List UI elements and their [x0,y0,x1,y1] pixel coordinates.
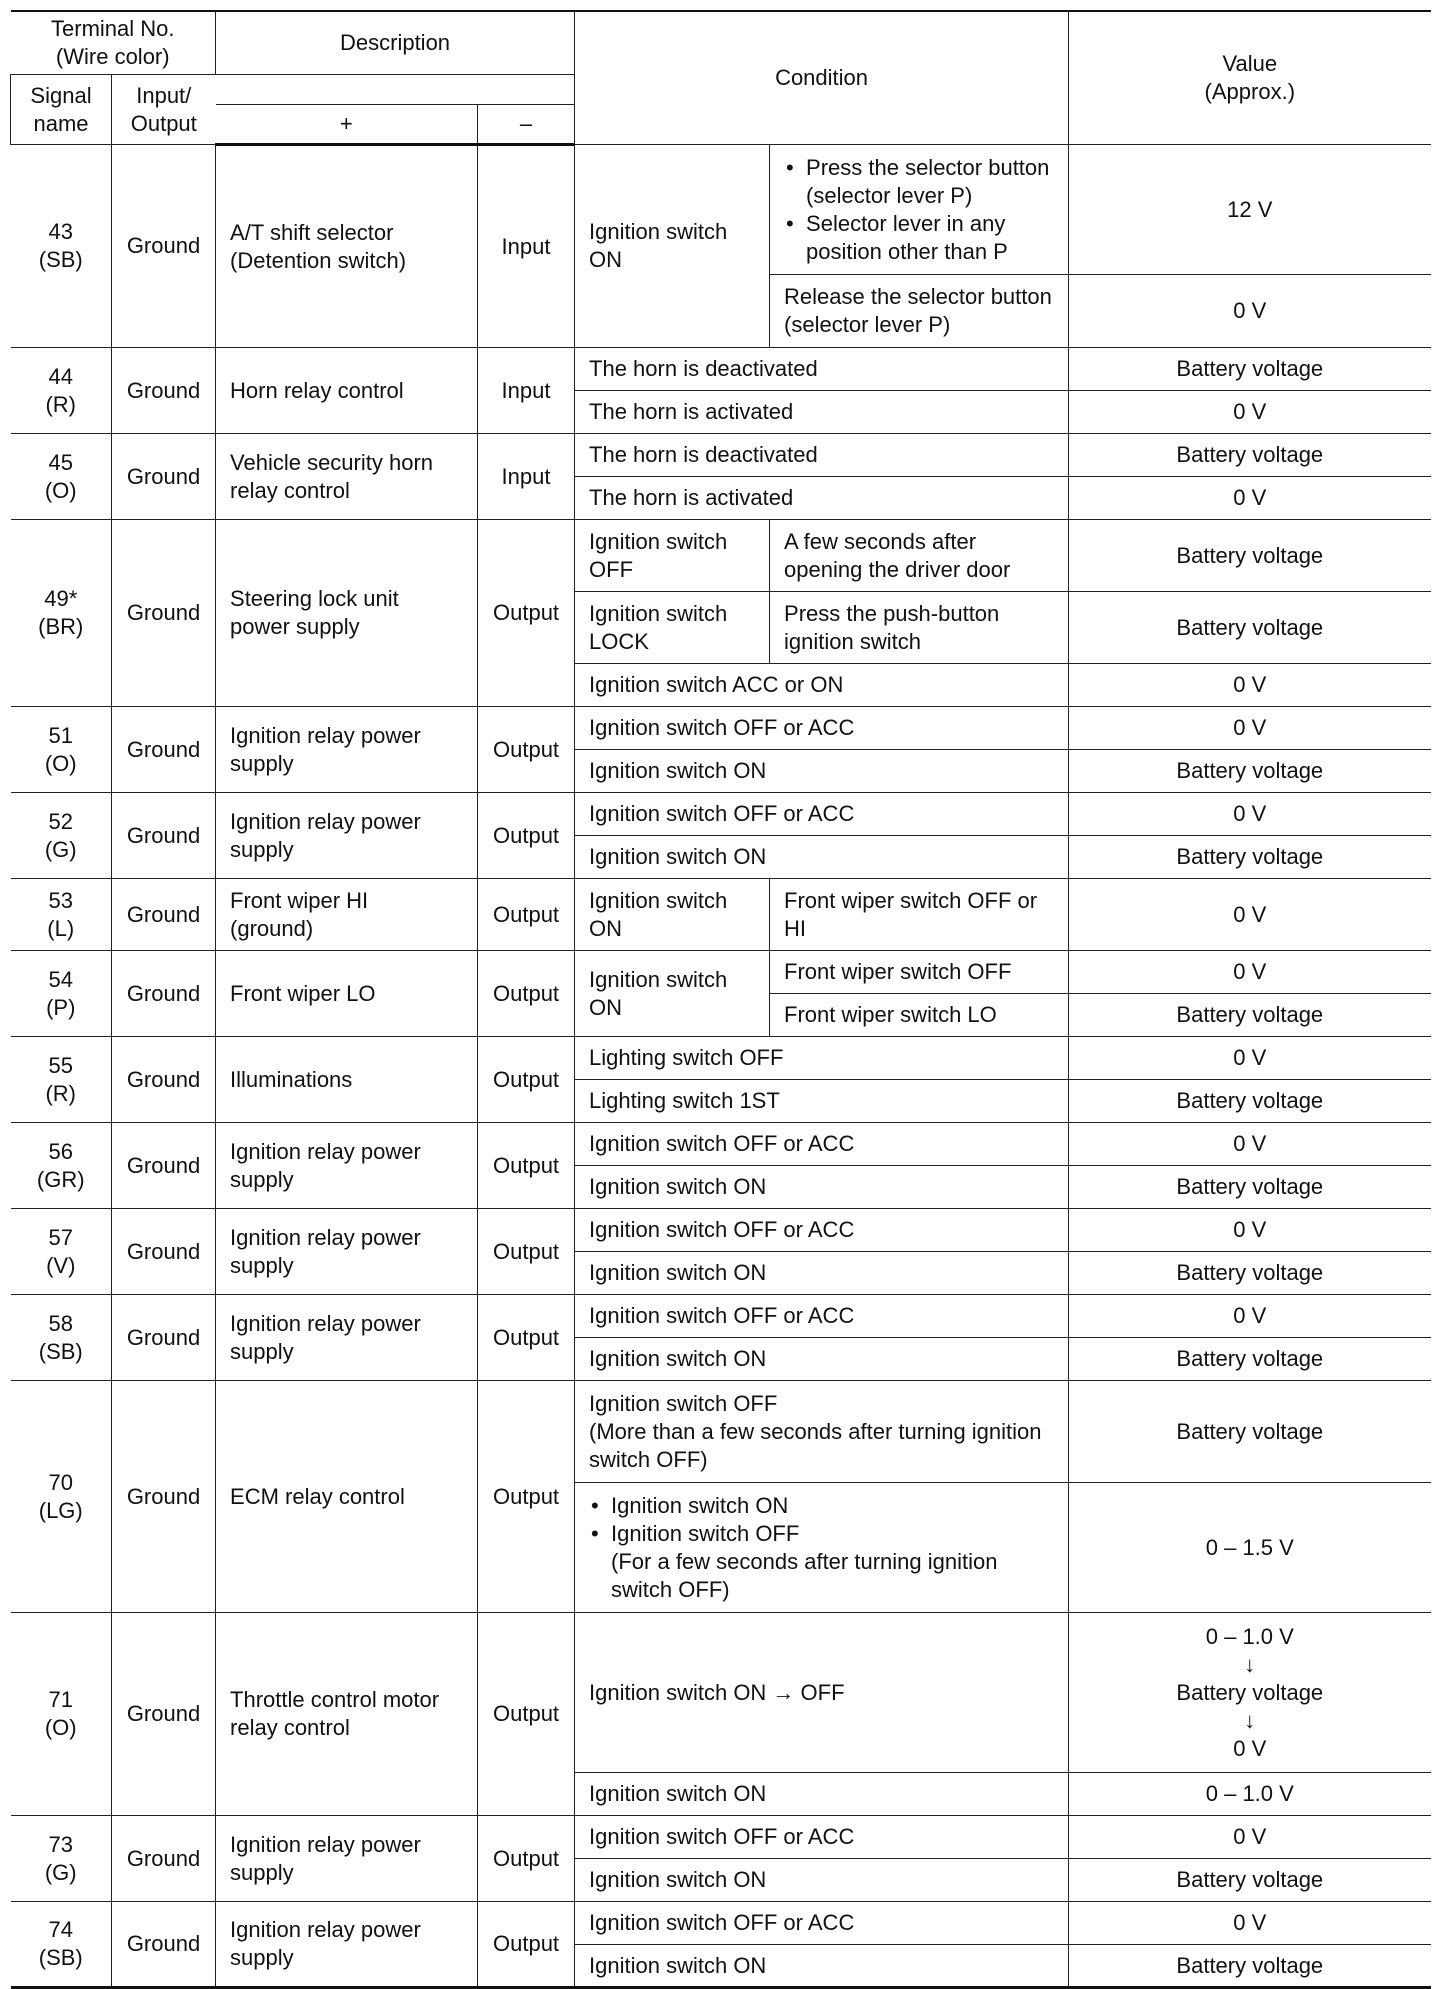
terminal-minus: Ground [112,145,216,348]
signal-name: Vehicle security horn relay control [216,434,478,520]
io-type: Output [478,793,575,879]
terminal-58: 58 (SB) [11,1295,112,1381]
signal-name: ECM relay control [216,1381,478,1613]
value: 0 V [1069,1295,1431,1338]
io-type: Output [478,520,575,707]
value: 0 V [1069,1209,1431,1252]
condition: Ignition switch OFF or ACC [575,793,1069,836]
table-row [11,1613,1431,1773]
condition: Ignition switch ON [575,145,770,348]
table-row [11,1816,1431,1859]
signal-name: Ignition relay power supply [216,1902,478,1988]
value: 0 V [1069,951,1431,994]
description-header: Description [216,11,575,75]
condition: Ignition switch ON [575,1338,1069,1381]
condition: Ignition switch OFF or ACC [575,1902,1069,1945]
io-type: Output [478,1816,575,1902]
condition: Lighting switch 1ST [575,1080,1069,1123]
value-header: Value (Approx.) [1069,11,1431,145]
terminal-45: 45 (O) [11,434,112,520]
table-row [11,434,1431,477]
condition: The horn is deactivated [575,348,1069,391]
value: 0 V [1069,793,1431,836]
value: Battery voltage [1069,750,1431,793]
value: Battery voltage [1069,1252,1431,1295]
value: 0 V [1069,477,1431,520]
io-type: Output [478,1613,575,1816]
terminal-minus: Ground [112,520,216,707]
signal-name: Ignition relay power supply [216,793,478,879]
value: Battery voltage [1069,994,1431,1037]
sub-condition: Front wiper switch LO [770,994,1069,1037]
table-row [11,879,1431,951]
table-header [11,11,1431,145]
signal-name-header: Signal name [11,75,112,145]
terminal-minus: Ground [112,348,216,434]
terminal-53: 53 (L) [11,879,112,951]
condition: Ignition switch OFF or ACC [575,1816,1069,1859]
value: Battery voltage [1069,592,1431,664]
value: 0 V [1069,275,1431,348]
condition: The horn is activated [575,391,1069,434]
value: Battery voltage [1069,1381,1431,1483]
minus-header: – [478,105,575,145]
terminal-57: 57 (V) [11,1209,112,1295]
value: 0 V [1069,879,1431,951]
condition: Ignition switch OFF or ACC [575,1209,1069,1252]
condition: Lighting switch OFF [575,1037,1069,1080]
signal-name: Front wiper HI (ground) [216,879,478,951]
io-type: Output [478,1209,575,1295]
value: 0 V [1069,664,1431,707]
condition: Ignition switch ON [575,951,770,1037]
value: Battery voltage [1069,1945,1431,1988]
sub-condition: Release the selector button (selector lever P) [770,275,1069,348]
table-row [11,348,1431,391]
terminal-spec-table [10,10,1431,1989]
value: 0 V [1069,391,1431,434]
terminal-no-header: Terminal No. (Wire color) [11,11,216,75]
signal-name: Steering lock unit power supply [216,520,478,707]
signal-name: Ignition relay power supply [216,1295,478,1381]
condition: Ignition switch ON [575,1252,1069,1295]
signal-name: A/T shift selector (Detention switch) [216,145,478,348]
terminal-minus: Ground [112,879,216,951]
condition: Ignition switch LOCK [575,592,770,664]
value: Battery voltage [1069,1080,1431,1123]
value: Battery voltage [1069,1338,1431,1381]
table-row [11,1123,1431,1166]
terminal-52: 52 (G) [11,793,112,879]
condition: Ignition switch ON → OFF [575,1613,1069,1773]
io-type: Input [478,434,575,520]
condition: The horn is activated [575,477,1069,520]
value: 0 – 1.0 V [1069,1773,1431,1816]
value: Battery voltage [1069,836,1431,879]
condition: Ignition switch OFF or ACC [575,1295,1069,1338]
value: 0 V [1069,707,1431,750]
terminal-49: 49* (BR) [11,520,112,707]
condition: Ignition switch ON [575,750,1069,793]
io-type: Output [478,951,575,1037]
table-row [11,1295,1431,1338]
io-type: Output [478,1295,575,1381]
condition: • Ignition switch ON • Ignition switch OFF (For a few seconds after turning ignition switch OFF) [575,1483,1069,1613]
sub-condition: Press the push-button ignition switch [770,592,1069,664]
terminal-43: 43 (SB) [11,145,112,348]
value: 0 V [1069,1902,1431,1945]
terminal-minus: Ground [112,434,216,520]
condition: Ignition switch ON [575,1166,1069,1209]
signal-name: Throttle control motor relay control [216,1613,478,1816]
signal-name: Ignition relay power supply [216,1816,478,1902]
value: 12 V [1069,145,1431,275]
terminal-minus: Ground [112,707,216,793]
signal-name: Front wiper LO [216,951,478,1037]
value: Battery voltage [1069,1859,1431,1902]
io-type: Input [478,145,575,348]
value: 0 V [1069,1816,1431,1859]
terminal-71: 71 (O) [11,1613,112,1816]
table-row [11,1209,1431,1252]
signal-name: Ignition relay power supply [216,707,478,793]
io-type: Output [478,1037,575,1123]
value: Battery voltage [1069,348,1431,391]
io-type: Output [478,707,575,793]
table-row [11,1381,1431,1483]
terminal-minus: Ground [112,1037,216,1123]
signal-name: Illuminations [216,1037,478,1123]
value: Battery voltage [1069,520,1431,592]
terminal-minus: Ground [112,951,216,1037]
io-type: Output [478,879,575,951]
terminal-minus: Ground [112,1123,216,1209]
condition: Ignition switch OFF or ACC [575,1123,1069,1166]
sub-condition: • Press the selector button (selector lever P) • Selector lever in any position other than P [770,145,1069,275]
table-row [11,520,1431,592]
table-row [11,1902,1431,1945]
table-row [11,145,1431,275]
terminal-55: 55 (R) [11,1037,112,1123]
condition: Ignition switch ON [575,879,770,951]
io-header: Input/ Output [112,75,216,145]
io-type: Output [478,1123,575,1209]
condition: Ignition switch ACC or ON [575,664,1069,707]
condition: Ignition switch ON [575,1859,1069,1902]
terminal-minus: Ground [112,1209,216,1295]
io-type: Output [478,1381,575,1613]
terminal-74: 74 (SB) [11,1902,112,1988]
sub-condition: A few seconds after opening the driver door [770,520,1069,592]
condition: Ignition switch ON [575,1773,1069,1816]
condition: Ignition switch OFF [575,520,770,592]
terminal-73: 73 (G) [11,1816,112,1902]
sub-condition: Front wiper switch OFF [770,951,1069,994]
terminal-minus: Ground [112,793,216,879]
terminal-51: 51 (O) [11,707,112,793]
terminal-minus: Ground [112,1613,216,1816]
io-type: Output [478,1902,575,1988]
condition: Ignition switch ON [575,836,1069,879]
terminal-minus: Ground [112,1295,216,1381]
terminal-minus: Ground [112,1381,216,1613]
table-row [11,707,1431,750]
value: 0 – 1.0 V ↓ Battery voltage ↓ 0 V [1069,1613,1431,1773]
terminal-44: 44 (R) [11,348,112,434]
value: 0 V [1069,1037,1431,1080]
condition-header: Condition [575,11,1069,145]
table-row [11,793,1431,836]
value: 0 V [1069,1123,1431,1166]
signal-name: Horn relay control [216,348,478,434]
sub-condition: Front wiper switch OFF or HI [770,879,1069,951]
terminal-56: 56 (GR) [11,1123,112,1209]
condition: Ignition switch OFF or ACC [575,707,1069,750]
condition: Ignition switch OFF (More than a few seconds after turning ignition switch OFF) [575,1381,1069,1483]
value: 0 – 1.5 V [1069,1483,1431,1613]
signal-name: Ignition relay power supply [216,1123,478,1209]
io-type: Input [478,348,575,434]
terminal-minus: Ground [112,1816,216,1902]
plus-header: + [216,105,478,145]
value: Battery voltage [1069,434,1431,477]
signal-name: Ignition relay power supply [216,1209,478,1295]
table-row [11,1037,1431,1080]
condition: Ignition switch ON [575,1945,1069,1988]
table-row [11,951,1431,994]
arrow-down-icon: ↓ [1244,1707,1256,1733]
terminal-54: 54 (P) [11,951,112,1037]
terminal-70: 70 (LG) [11,1381,112,1613]
value: Battery voltage [1069,1166,1431,1209]
condition: The horn is deactivated [575,434,1069,477]
arrow-down-icon: ↓ [1244,1651,1256,1677]
terminal-minus: Ground [112,1902,216,1988]
